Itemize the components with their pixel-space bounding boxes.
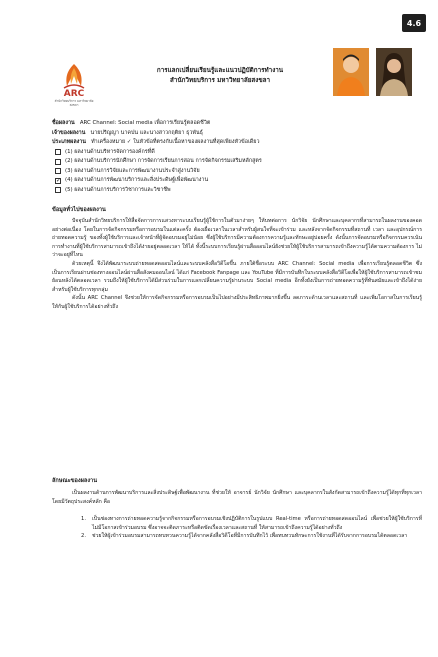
category-option[interactable] <box>55 157 422 167</box>
list-item <box>52 515 422 532</box>
owner-value: นายปริญญา นาคปน และนางสาวกฤติยา ธุวพันธุ์ <box>90 129 203 136</box>
title-line-2: สำนักวิทยบริการ มหาวิทยาลัยสงขลา <box>169 77 271 84</box>
type-label: ประเภทผลงาน <box>52 139 86 145</box>
project-meta <box>52 119 422 195</box>
category-option[interactable] <box>55 167 422 177</box>
list-item <box>52 532 422 541</box>
document-title <box>110 66 330 86</box>
author-photo-2 <box>376 48 412 96</box>
paragraph: ปัจจุบันสำนักวิทยบริการให้สื่อจัดการการแสวงหาระบบเรียนรู้ผู้ใช้การในตัวมาง่ายๆ ให้บทต่อการ นักวิจัย นักศึกษาและบุคลากรที่สามารถในผลงานของคอดอย่างต่อเนื่อง โดยในการจัดกิจกรรมหรือการอบรมในแต่ละครั้ง ต้องเผื่อเวลาในเวลาสำหรับผู้สนใจที่จะเข้าร่วม และหลังจากจัดกิจกรรมที่สถานที่ เวลา และอุปกรณ์การถ่ายทอดความรู้ ของทั้งผู้ใช้บริการและเจ้าหน้าที่ผู้จัดอบรมอยู่ไม่น้อย ซึ่งผู้ใช้บริการมีความต้องการความรู้และทักษะอยู่บ่อยครั้ง ดังนั้นการจัดอบรมหรือกิจกรรมควรเน้นการทำงานที่ผู้ใช้บริการสามารถเข้าถึงได้ง่ายอยู่ตลอดเวลา ให้ได้ ทั้งนี้ระบบการเรียนรู้ผ่านสื่อออนไลน์ยังช่วยให้ผู้ใช้บริการสามารถเข้าถึงความรู้ได้ตามความต้องการ ไม่ว่าจะอยู่ที่ไหน <box>52 218 422 259</box>
checkbox-checked[interactable] <box>55 178 61 184</box>
category-option[interactable] <box>55 176 422 186</box>
checkbox[interactable] <box>55 149 61 155</box>
item-text: เป็นช่องทางการถ่ายทอดความรู้จากกิจกรรมหรือการอบรมเชิงปฏิบัติการในรูปแบบ Real-time หรือการถ่ายทอดสดออนไลน์ เพื่อช่วยให้ผู้ใช้บริการที่ไม่มีโอกาสเข้าร่วมอบรม ซึ่งอาจจะติดภาระหรือติดขัดเรื่องเวลาและสถานที่ ให้สามารถเข้าถึงความรู้ได้อย่างทั่วถึง <box>92 516 422 531</box>
category-label: (2) ผลงานด้านบริการนักศึกษา การจัดการเรียนการสอน การจัดกิจกรรมเสริมหลักสูตร <box>65 158 262 164</box>
subject-label: ชื่อผลงาน <box>52 120 75 126</box>
category-option[interactable] <box>55 148 422 158</box>
author-photo-1 <box>333 48 369 96</box>
objectives-list <box>52 515 422 541</box>
logo-text: ARC <box>63 89 85 99</box>
paragraph: ด้วยเหตุนี้ จึงได้พัฒนาระบบถ่ายทอดสดออนไลน์และระบบคลังสื่อวิดีโอขึ้น ภายใต้ชื่อระบบ ARC Channel: Social media เพื่อการเรียนรู้ตลอดชีวิต ซึ่งเป็นการเรียนผ่านช่องทางออนไลน์ผ่านสื่อสังคมออนไลน์ ได้แก่ Facebook Fanpage และ YouTube ที่มีการบันทึกในระบบคลังสื่อวิดีโอเพื่อให้ผู้ใช้บริการสามารถเข้าชมย้อนหลังได้ตลอดเวลา รวมถึงให้ผู้ใช้บริการได้มีส่วนร่วมในการแลกเปลี่ยนความรู้ผ่านระบบ Social media อีกทั้งยังเป็นการถ่ายทอดความรู้ที่ทันสมัยและเข้าถึงได้ง่ายสำหรับผู้ใช้บริการทุกกลุ่ม <box>52 260 422 293</box>
arc-logo <box>52 62 96 112</box>
paragraph: เป็นผลงานด้านการพัฒนาบริการและสิ่งประดิษฐ์เพื่อพัฒนางาน ที่ช่วยให้ อาจารย์ นักวิจัย นักศึกษา และบุคลากรในสังกัดสามารถเข้าถึงความรู้ได้ทุกที่ทุกเวลา โดยมีวัตถุประสงค์หลัก คือ <box>52 490 422 505</box>
logo-subtext: สำนักวิทยบริการ มหาวิทยาลัยสงขลา <box>54 99 94 107</box>
subject-row <box>52 119 422 129</box>
item-text: ช่วยให้ผู้เข้าร่วมอบรมสามารถทบทวนความรู้ได้จากคลังสื่อวิดีโอที่มีการบันทึกไว้ เพื่อทบทวนทักษะการใช้งานที่ได้รับจากการอบรมได้ตลอดเวลา <box>92 533 408 540</box>
page-number-badge: 4.6 <box>402 14 426 32</box>
section-general-info-title: ข้อมูลทั่วไปของผลงาน <box>52 207 106 213</box>
category-label: (5) ผลงานด้านการบริการวิชาการและวิชาชีพ <box>65 186 171 193</box>
category-option[interactable] <box>55 186 422 196</box>
type-value: ทำเครื่องหมาย ✓ ในหัวข้อที่ตรงกับเนื้อหาของผลงานที่สุดเพียงหัวข้อเดียว <box>91 139 260 145</box>
subject-value: ARC Channel: Social media เพื่อการเรียนรู้ตลอดชีวิต <box>79 120 211 126</box>
owner-row <box>52 129 422 139</box>
title-line-1: การแลกเปลี่ยนเรียนรู้และแนวปฏิบัติการทำงาน <box>156 67 284 74</box>
type-row <box>52 138 422 148</box>
item-number: 2. <box>81 533 86 540</box>
owner-label: เจ้าของผลงาน <box>52 129 86 136</box>
general-info-body <box>52 217 422 312</box>
item-number: 1. <box>81 516 86 522</box>
checkbox[interactable] <box>55 159 61 165</box>
arc-logo-icon <box>59 62 89 90</box>
characteristics-body <box>52 489 422 506</box>
section-characteristics-title: ลักษณะของผลงาน <box>52 478 98 484</box>
category-label: (1) ผลงานด้านบริหารจัดการองค์กรที่ดี <box>65 148 155 155</box>
checkbox[interactable] <box>55 168 61 174</box>
category-label: (4) ผลงานด้านการพัฒนาบริการและสิ่งประดิษฐ์เพื่อพัฒนางาน <box>65 177 209 183</box>
checkbox[interactable] <box>55 187 61 193</box>
category-label: (3) ผลงานด้านการวิจัยและการพัฒนางานประจำสู่งานวิจัย <box>65 167 200 174</box>
paragraph: ดังนั้น ARC Channel จึงช่วยให้การจัดกิจกรรมหรือการอบรมเป็นไปอย่างมีประสิทธิภาพมากยิ่งขึ้น ลดภาระด้านเวลาและสถานที่ และเพิ่มโอกาสในการเรียนรู้ให้กับผู้ใช้บริการได้อย่างทั่วถึง <box>52 295 422 310</box>
